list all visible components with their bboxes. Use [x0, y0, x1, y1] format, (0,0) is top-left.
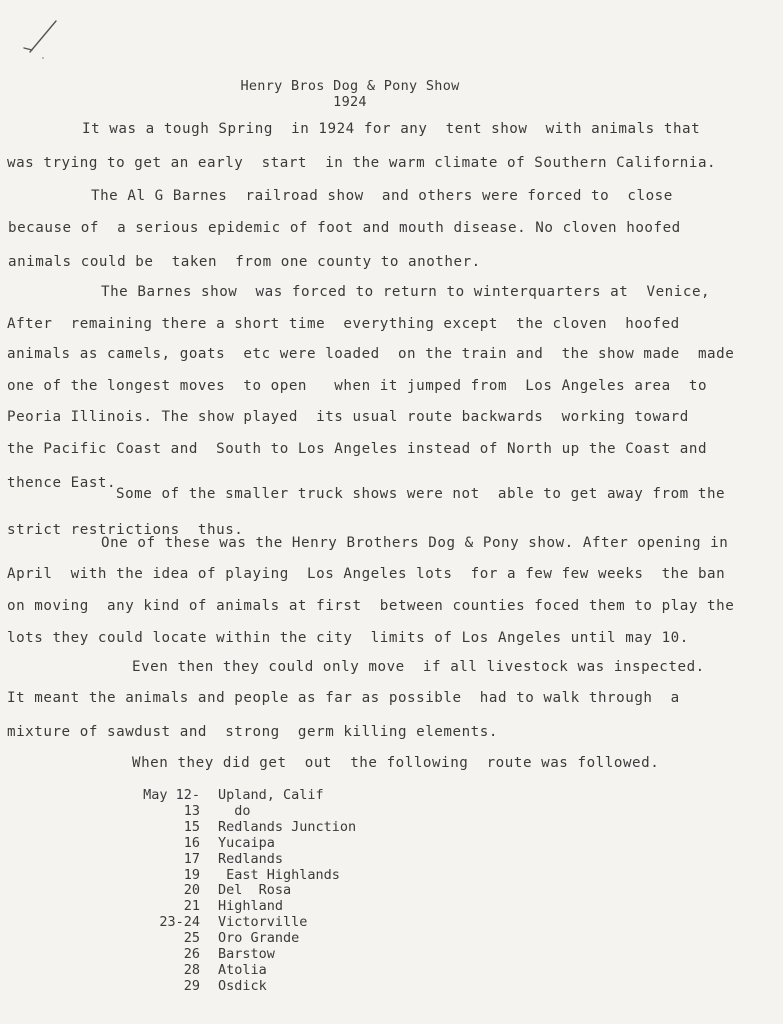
route-place: Osdick: [218, 977, 267, 994]
route-date: 15: [183, 818, 200, 835]
route-row: [120, 947, 356, 963]
route-date: 26: [183, 946, 200, 963]
route-date: 17: [183, 850, 200, 867]
route-place: East Highlands: [218, 866, 340, 883]
route-row: [120, 788, 356, 804]
route-date: 16: [183, 834, 200, 851]
text-line: When they did get out the following route was followed.: [132, 755, 660, 771]
route-date: 23-24: [159, 914, 200, 931]
route-place: Yucaipa: [218, 834, 275, 851]
route-date: 28: [183, 961, 200, 978]
text-line: April with the idea of playing Los Angeles lots for a few few weeks the ban: [7, 566, 726, 582]
text-line: animals could be taken from one county to another.: [8, 254, 481, 270]
route-row: [120, 931, 356, 947]
route-place: Atolia: [218, 961, 267, 978]
route-date: 13: [183, 802, 200, 819]
text-line: was trying to get an early start in the warm climate of Southern California.: [7, 155, 717, 171]
text-line: the Pacific Coast and South to Los Angeles instead of North up the Coast and: [7, 441, 708, 457]
text-line: thence East.: [7, 475, 117, 491]
route-place: Redlands: [218, 850, 284, 867]
document-title-block: [220, 78, 480, 110]
route-date: 25: [183, 930, 200, 947]
pen-check-mark: [22, 18, 62, 60]
route-place: Oro Grande: [218, 930, 300, 947]
text-line: Peoria Illinois. The show played its usual route backwards working toward: [7, 409, 689, 425]
route-date: May 12-: [143, 787, 200, 803]
text-line: lots they could locate within the city limits of Los Angeles until may 10.: [7, 630, 689, 646]
route-row: [120, 852, 356, 868]
route-row: [120, 883, 356, 899]
text-line: Some of the smaller truck shows were not able to get away from the: [116, 486, 726, 502]
text-line: strict restrictions thus.: [7, 522, 244, 538]
route-row: [120, 804, 356, 820]
route-place: do: [218, 802, 251, 819]
text-line: animals as camels, goats etc were loaded on the train and the show made made: [7, 346, 735, 362]
document-year: 1924: [333, 94, 367, 110]
route-list: [120, 788, 356, 995]
route-date: 19: [183, 866, 200, 883]
text-line: mixture of sawdust and strong germ killing elements.: [7, 724, 498, 740]
route-row: [120, 915, 356, 931]
text-line: Even then they could only move if all livestock was inspected.: [132, 659, 705, 675]
text-line: one of the longest moves to open when it jumped from Los Angeles area to: [7, 378, 708, 394]
route-row: [120, 820, 356, 836]
text-line: because of a serious epidemic of foot and mouth disease. No cloven hoofed: [8, 220, 681, 236]
text-line: The Barnes show was forced to return to winterquarters at Venice,: [101, 284, 711, 300]
route-row: [120, 836, 356, 852]
route-row: [120, 979, 356, 995]
route-place: Del Rosa: [218, 882, 292, 899]
route-row: [120, 963, 356, 979]
text-line: on moving any kind of animals at first between counties foced them to play the: [7, 598, 735, 614]
route-date: 20: [183, 882, 200, 899]
route-place: Redlands Junction: [218, 818, 357, 835]
route-date: 29: [183, 977, 200, 994]
text-line: One of these was the Henry Brothers Dog & Pony show. After opening in: [101, 535, 729, 551]
route-place: Highland: [218, 898, 284, 915]
text-line: The Al G Barnes railroad show and others were forced to close: [91, 188, 673, 204]
route-row: [120, 899, 356, 915]
document-title: Henry Bros Dog & Pony Show: [240, 78, 460, 94]
text-line: After remaining there a short time everything except the cloven hoofed: [7, 316, 680, 332]
route-place: Barstow: [218, 946, 275, 963]
text-line: It meant the animals and people as far as possible had to walk through a: [7, 690, 680, 706]
route-date: 21: [183, 898, 200, 915]
route-place: Upland, Calif: [218, 787, 324, 803]
text-line: It was a tough Spring in 1924 for any tent show with animals that: [82, 121, 701, 137]
route-place: Victorville: [218, 914, 308, 931]
route-row: [120, 868, 356, 884]
